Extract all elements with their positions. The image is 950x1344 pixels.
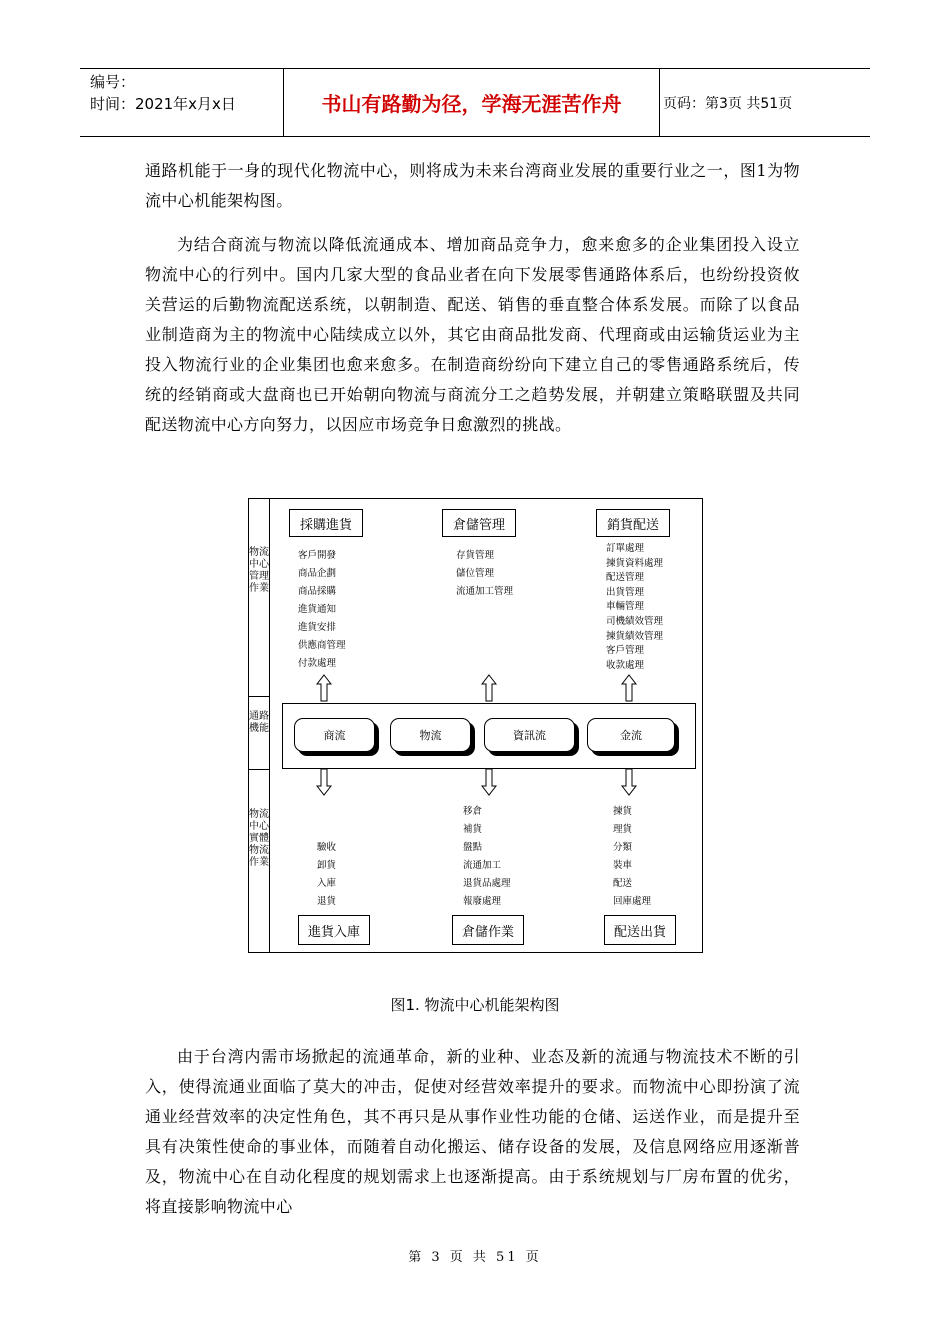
paragraph-3: 由于台湾内需市场掀起的流通革命，新的业种、业态及新的流通与物流技术不断的引入，使得流通业面临了莫大的冲击，促使对经营效率提升的要求。而物流中心即扮演了流通业经营效率的决定性角色，其不再只是从事作业性功能的仓储、运送作业，而是提升至具有决策性使命的事业体，而随着自动化搬运、储存设备的发展，及信息网络应用逐渐普及，物流中心在自动化程度的规划需求上也逐渐提高。由于系统规划与厂房布置的优劣，将直接影响物流中心 xyxy=(145,1047,800,1216)
bottom-items-shipping xyxy=(613,803,651,911)
arrow-up-icon xyxy=(481,674,497,702)
list-item: 配送 xyxy=(613,878,633,889)
page-footer: 第 3 页 共 51 页 xyxy=(408,1250,542,1265)
bottom-items-warehouse xyxy=(463,803,511,911)
logistics-framework-diagram xyxy=(248,498,703,953)
list-item: 退貨 xyxy=(317,896,337,907)
list-item: 卸貨 xyxy=(317,860,337,871)
flow-information: 資訊流 xyxy=(484,718,575,752)
flow-cash: 金流 xyxy=(587,718,675,752)
paragraph-2: 为结合商流与物流以降低流通成本、增加商品竞争力，愈来愈多的企业集团投入设立物流中心的行列中。国内几家大型的食品业者在向下发展零售通路体系后，也纷纷投资攸关营运的后勤物流配送系统，以朝制造、配送、销售的垂直整合体系发展。而除了以食品业制造商为主的物流中心陆续成立以外，其它由商品批发商、代理商或由运输货运业为主投入物流行业的企业集团也愈来愈多。在制造商纷纷向下建立自己的零售通路系统后，传统的经销商或大盘商也已开始朝向物流与商流分工之趋势发展，并朝建立策略联盟及共同配送物流中心方向努力，以因应市场竞争日愈激烈的挑战。 xyxy=(145,235,800,434)
page-header xyxy=(80,68,870,137)
list-item: 流通加工管理 xyxy=(456,586,514,597)
side-label-physical: 物流中心實體物流作業 xyxy=(249,809,269,868)
list-item: 司機績效管理 xyxy=(606,615,664,627)
list-item: 收款處理 xyxy=(606,659,645,671)
list-item: 驗收 xyxy=(317,842,337,853)
list-item: 報廢處理 xyxy=(463,896,502,907)
box-warehouse-operations: 倉儲作業 xyxy=(452,915,524,945)
list-item: 分類 xyxy=(613,842,633,853)
list-item: 訂單處理 xyxy=(606,543,645,554)
list-item: 流通加工 xyxy=(463,860,502,871)
list-item: 理貨 xyxy=(613,824,633,835)
header-motto: 书山有路勤为径，学海无涯苦作舟 xyxy=(283,69,660,136)
bottom-items-receiving xyxy=(317,839,336,911)
side-label-channel: 通路機能 xyxy=(249,711,269,734)
box-receiving: 進貨入庫 xyxy=(298,915,370,945)
arrow-up-icon xyxy=(621,674,637,702)
list-item: 揀貨績效管理 xyxy=(606,630,664,642)
box-sales-delivery: 銷貨配送 xyxy=(596,509,670,537)
list-item: 出貨管理 xyxy=(606,586,645,598)
paragraph-1: 通路机能于一身的现代化物流中心，则将成为未来台湾商业发展的重要行业之一，图1为物流中心机能架构图。 xyxy=(145,161,800,210)
arrow-down-icon xyxy=(316,768,332,796)
list-item: 揀貨資料處理 xyxy=(606,557,664,569)
list-item: 車輛管理 xyxy=(606,601,645,613)
header-page-label: 页码：第3页 共51页 xyxy=(663,95,793,112)
list-item: 盤點 xyxy=(463,842,483,853)
list-item: 退貨品處理 xyxy=(463,878,511,889)
side-label-management: 物流中心管理作業 xyxy=(249,547,269,594)
flow-logistics: 物流 xyxy=(390,718,471,752)
list-item: 客戶開發 xyxy=(298,550,337,561)
list-item: 配送管理 xyxy=(606,572,645,584)
box-shipping: 配送出貨 xyxy=(604,915,676,945)
number-label: 编号： xyxy=(90,73,136,91)
list-item: 補貨 xyxy=(463,824,483,835)
top-items-sales xyxy=(606,542,663,673)
flow-commerce: 商流 xyxy=(294,718,375,752)
list-item: 商品企劃 xyxy=(298,568,337,579)
list-item: 移倉 xyxy=(463,806,483,817)
top-items-warehouse xyxy=(456,547,513,601)
list-item: 商品採購 xyxy=(298,586,337,597)
list-item: 客戶管理 xyxy=(606,645,645,657)
list-item: 進貨通知 xyxy=(298,604,337,615)
list-item: 回庫處理 xyxy=(613,896,652,907)
date-label: 时间：2021年x月x日 xyxy=(90,95,236,113)
arrow-down-icon xyxy=(481,768,497,796)
list-item: 進貨安排 xyxy=(298,622,337,633)
channel-flow-bar xyxy=(282,703,696,769)
list-item: 裝車 xyxy=(613,860,633,871)
list-item: 供應商管理 xyxy=(298,640,346,651)
list-item: 存貨管理 xyxy=(456,550,495,561)
arrow-up-icon xyxy=(316,674,332,702)
box-warehouse-management: 倉儲管理 xyxy=(442,509,516,537)
list-item: 揀貨 xyxy=(613,806,633,817)
figure-caption: 图1. 物流中心机能架构图 xyxy=(390,996,560,1014)
list-item: 入庫 xyxy=(317,878,337,889)
list-item: 付款處理 xyxy=(298,658,337,669)
arrow-down-icon xyxy=(621,768,637,796)
header-meta xyxy=(90,71,280,115)
box-purchasing: 採購進貨 xyxy=(289,509,363,537)
list-item: 儲位管理 xyxy=(456,568,495,579)
top-items-purchasing xyxy=(298,547,346,673)
